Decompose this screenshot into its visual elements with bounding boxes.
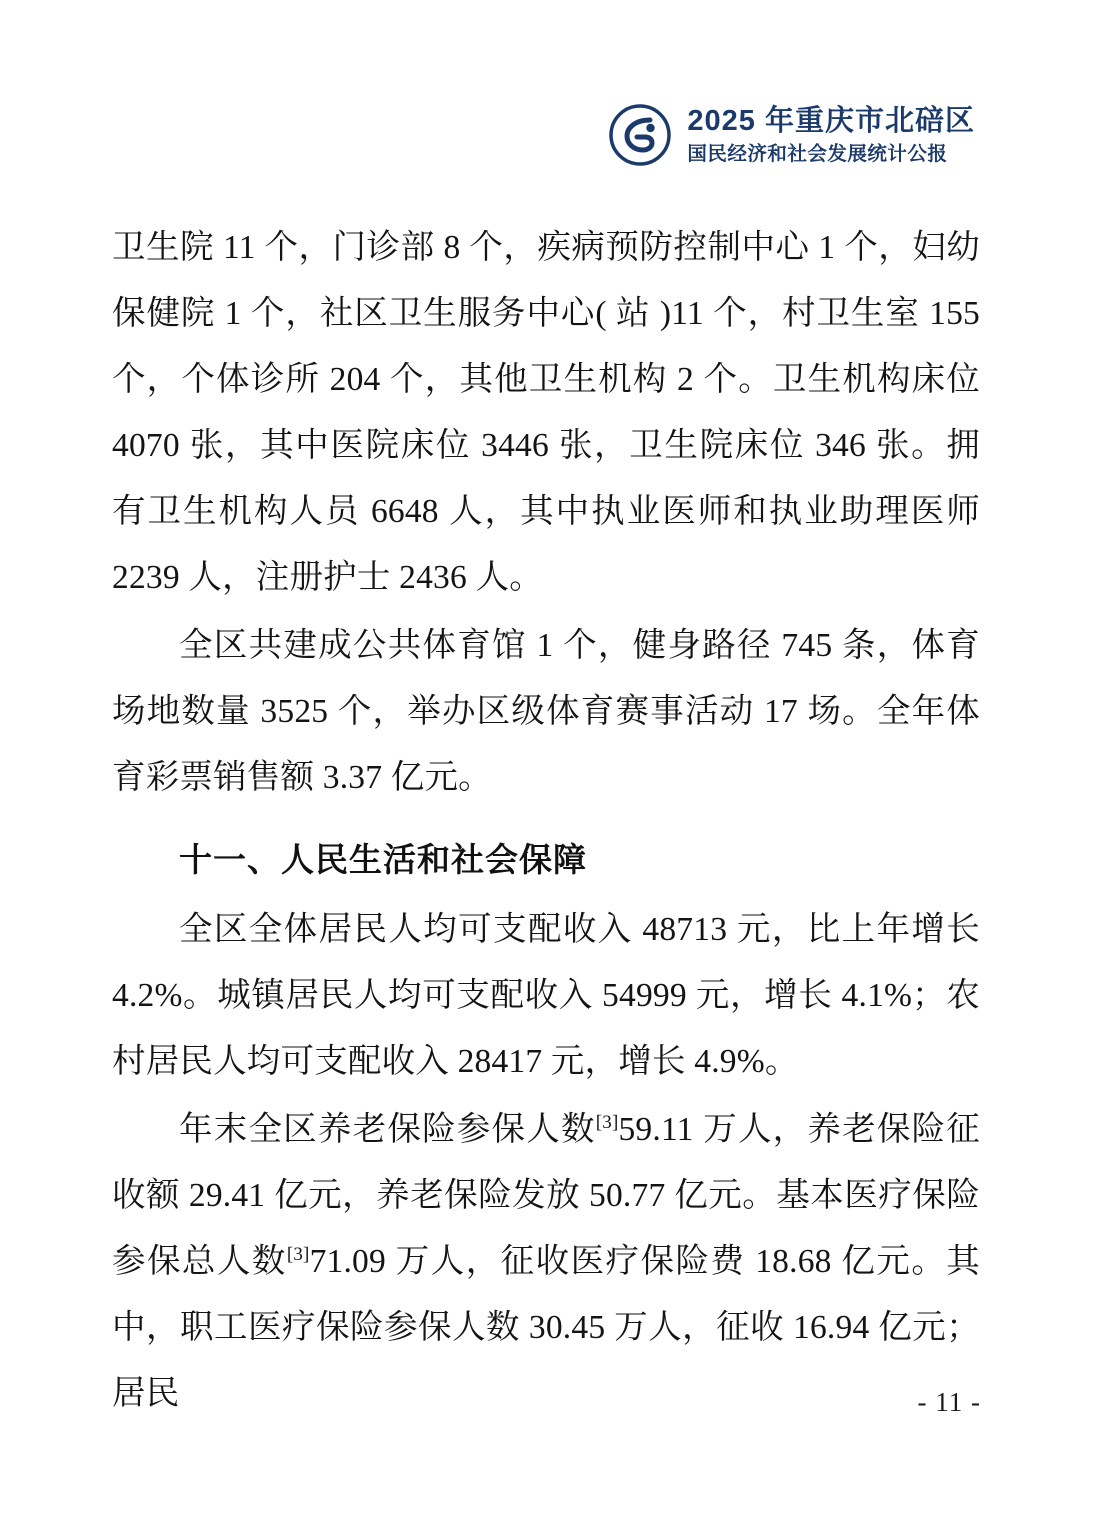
page-number: - 11 - [917,1387,981,1417]
header-text-block [687,104,975,166]
insurance-text-part2: 59.11 万人，养老保险征收额 29.41 亿元，养老保险发放 50.77 亿元。基本医疗保险参保总人数 [112,1111,980,1280]
document-body [112,215,980,1429]
insurance-text-part1: 年末全区养老保险参保人数 [179,1111,596,1148]
paragraph-insurance [112,1097,980,1427]
beibei-statistics-logo-icon [609,104,671,166]
section-heading-11: 十一、人民生活和社会保障 [179,841,587,878]
header-title: 2025 年重庆市北碚区 [687,105,975,137]
footnote-marker-3a: [3] [595,1111,619,1133]
insurance-text-part3: 71.09 万人，征收医疗保险费 18.68 亿元。其中，职工医疗保险参保人数 30.45 万人，征收 16.94 亿元；居民 [112,1243,981,1412]
paragraph-health-institutions: 卫生院 11 个，门诊部 8 个，疾病预防控制中心 1 个，妇幼保健院 1 个，社区卫生服务中心( 站 )11 个，村卫生室 155 个，个体诊所 204 个，其他卫生机构 2 个。卫生机构床位 4070 张，其中医院床位 3446 张，卫生院床位 346 张。拥有卫生机构人员 6648 人，其中执业医师和执业助理医师 2239 人，注册护士 2436 人。 [112,229,980,596]
document-header [609,104,975,166]
paragraph-income: 全区全体居民人均可支配收入 48713 元，比上年增长 4.2%。城镇居民人均可支配收入 54999 元，增长 4.1%；农村居民人均可支配收入 28417 元，增长 4.9%。 [112,911,980,1080]
footnote-marker-3b: [3] [286,1243,310,1265]
header-subtitle: 国民经济和社会发展统计公报 [687,143,948,166]
paragraph-sports: 全区共建成公共体育馆 1 个，健身路径 745 条，体育场地数量 3525 个，举办区级体育赛事活动 17 场。全年体育彩票销售额 3.37 亿元。 [112,627,980,796]
